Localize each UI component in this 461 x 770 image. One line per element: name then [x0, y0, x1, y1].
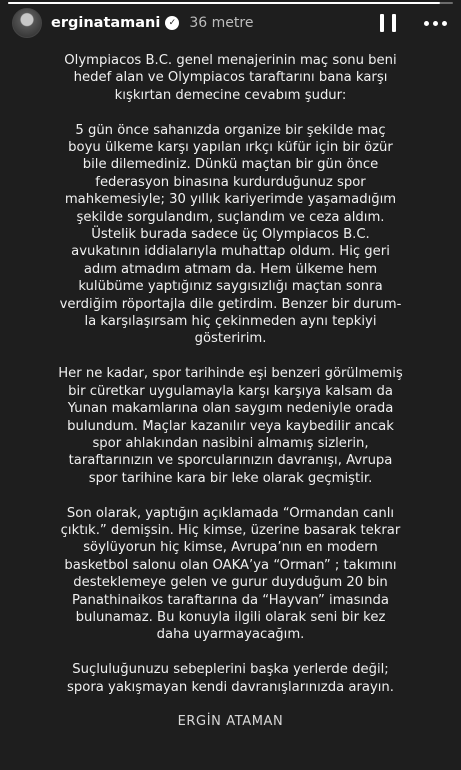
verified-badge-icon: ✓: [165, 16, 179, 30]
more-options-icon[interactable]: [424, 21, 447, 26]
story-text: [22, 52, 439, 731]
post-time: 36 metre: [189, 15, 254, 31]
signature: ERGİN ATAMAN: [177, 714, 284, 730]
avatar[interactable]: [12, 8, 42, 38]
paragraph: Son olarak, yaptığın açıklamada “Ormandan canlı çıktık.” demişsin. Hiç kimse, üzerine basarak tekrar söylüyorun hiç kimse, Avrupa’nın en modern basketbol salonu olan OAKA’ya “Orman” ; takımını desteklemeye gelen ve gurur duyduğum 20 bin Panathinaikos taraftarına da “Hayvan” imasında bulunamaz. Bu konuyla ilgili olarak seni bir kez daha uyarmayacağım.: [60, 505, 401, 643]
story-progress-fill: [8, 2, 440, 4]
paragraph: Olympiacos B.C. genel menajerinin maç sonu beni hedef alan ve Olympiacos taraftarını bana karşı kışkırtan demecine cevabım şudur:: [64, 53, 397, 103]
story-progress-bar: [8, 2, 453, 4]
story-header: [12, 8, 449, 38]
paragraph: Her ne kadar, spor tarihinde eşi benzeri görülmemiş bir cüretkar uygulamayla karşı karşıya kalsam da Yunan makamlarına olan saygım nedeniyle orada bulundum. Maçlar kazanılır veya kaybedilir ancak spor ahlakından nasibini almamış sizlerin, taraftarınızın ve sporcularınızın davranışı, Avrupa spor tarihine kara bir leke olarak geçmiştir.: [58, 366, 403, 486]
pause-icon[interactable]: [380, 14, 396, 32]
paragraph: Suçluluğunuzu sebeplerini başka yerlerde değil; spora yakışmayan kendi davranışlarınızda arayın.: [67, 662, 394, 695]
username[interactable]: erginatamani: [51, 15, 161, 31]
paragraph: 5 gün önce sahanızda organize bir şekilde maç boyu ülkeme karşı yapılan ırkçı küfür için bir özür bile dilemediniz. Dünkü maçtan bir gün önce federasyon binasına kurdurduğunuz spor mahkemesiyle; 30 yıllık kariyerimde yaşamadığım şekilde sorgulandım, suçlandım ve ceza aldım. Üstelik burada sadece üç Olympiacos B.C. avukatının iddialarıyla muhattap oldum. Hiç geri adım atmadım atmam da. Hem ülkeme hem kulübüme yaptığınız saygısızlığı maçtan sonra verdiğim röportajla dile getirdim. Benzer bir durum- la karşılaşırsam hiç çekinmeden aynı tepkiyi gösteririm.: [59, 122, 402, 347]
